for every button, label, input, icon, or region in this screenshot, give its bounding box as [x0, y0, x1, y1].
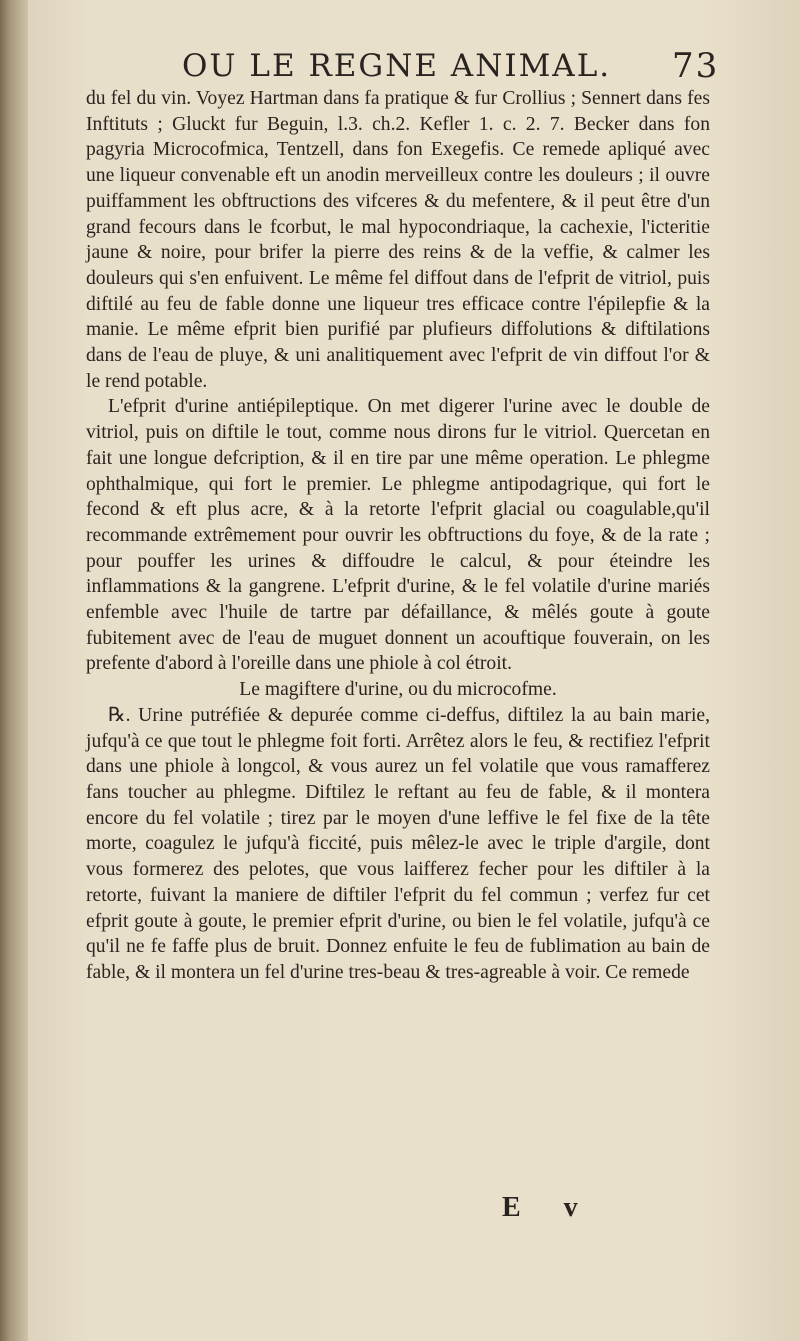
paragraph-3: ℞. Urine putréfiée & depurée comme ci-deffus, diftilez la au bain marie, jufqu'à ce que tout le phlegme foit forti. Arrêtez alors le feu, & rectifiez l'efprit dans une phiole à longcol, & vous aurez un fel volatile que vous ramafferez fans toucher au phlegme. Diftilez le reftant au feu de fable, & il montera encore du fel volatile ; tirez par le moyen d'une leffive le fel fixe de la tête morte, coagulez le jufqu'à ficcité, puis mêlez-le avec le triple d'argile, dont vous formerez des pelotes, que vous laifferez fecher pour les diftiler à la retorte, fuivant la maniere de diftiler l'efprit du fel commun ; verfez fur cet efprit goute à goute, le premier efprit d'urine, ou bien le fel volatile, jufqu'à ce qu'il ne fe faffe plus de bruit. Donnez enfuite le feu de fublimation au bain de fable, & il montera un fel d'urine tres-beau & tres-agreable à voir. Ce remede	[86, 704, 710, 983]
page-gutter	[0, 0, 28, 1341]
body-text	[86, 86, 710, 986]
header-title: OU LE REGNE ANIMAL.	[182, 48, 612, 84]
signature-mark: E v	[502, 1192, 596, 1223]
paragraph-2: L'efprit d'urine antiépileptique. On met digerer l'urine avec le double de vitriol, puis on diftile le tout, comme nous dirons fur le vitriol. Quercetan en fait une longue defcription, & il en tire par une même operation. Le phlegme ophthalmique, qui fort le premier. Le phlegme antipodagrique, qui fort le fecond & eft plus acre, & à la retorte l'efprit glacial ou coagulable,qu'il recommande extrêmement pour ouvrir les obftructions du foye, & de la rate ; pour pouffer les urines & diffoudre le calcul, & pour éteindre les inflammations & la gangrene. L'efprit d'urine, & le fel volatile d'urine mariés enfemble avec l'huile de tartre par défaillance, & mêlés goute à goute fubitement avec de l'eau de muguet donnent un acouftique fouverain, on les prefente d'abord à l'oreille dans une phiole à col étroit.	[86, 396, 710, 675]
paragraph-1: du fel du vin. Voyez Hartman dans fa pratique & fur Crollius ; Sennert dans fes Inftituts ; Gluckt fur Beguin, l.3. ch.2. Kefler 1. c. 2. 7. Becker dans fon pagyria Microcofmica, Tentzell, dans fon Exegefis. Ce remede apliqué avec une liqueur convenable eft un anodin merveilleux contre les douleurs ; il ouvre puiffamment les obftructions des vifceres & du mefentere, & il peut être d'un grand fecours dans le fcorbut, le mal hypocondriaque, la cachexie, l'icteritie jaune & noire, pour brifer la pierre des reins & de la veffie, & calmer les douleurs qui s'en enfuivent. Le même fel diffout dans de l'efprit de vitriol, puis diftilé au feu de fable donne une liqueur tres efficace contre l'épilepfie & la manie. Le même efprit bien purifié par plufieurs diffolutions & diftilations dans de l'eau de pluye, & uni analitiquement avec l'efprit de vin diffout l'or & le rend potable.	[86, 88, 710, 392]
section-heading: Le magiftere d'urine, ou du microcofme.	[239, 679, 557, 701]
running-header	[160, 46, 780, 88]
page-number: 73	[672, 46, 720, 86]
